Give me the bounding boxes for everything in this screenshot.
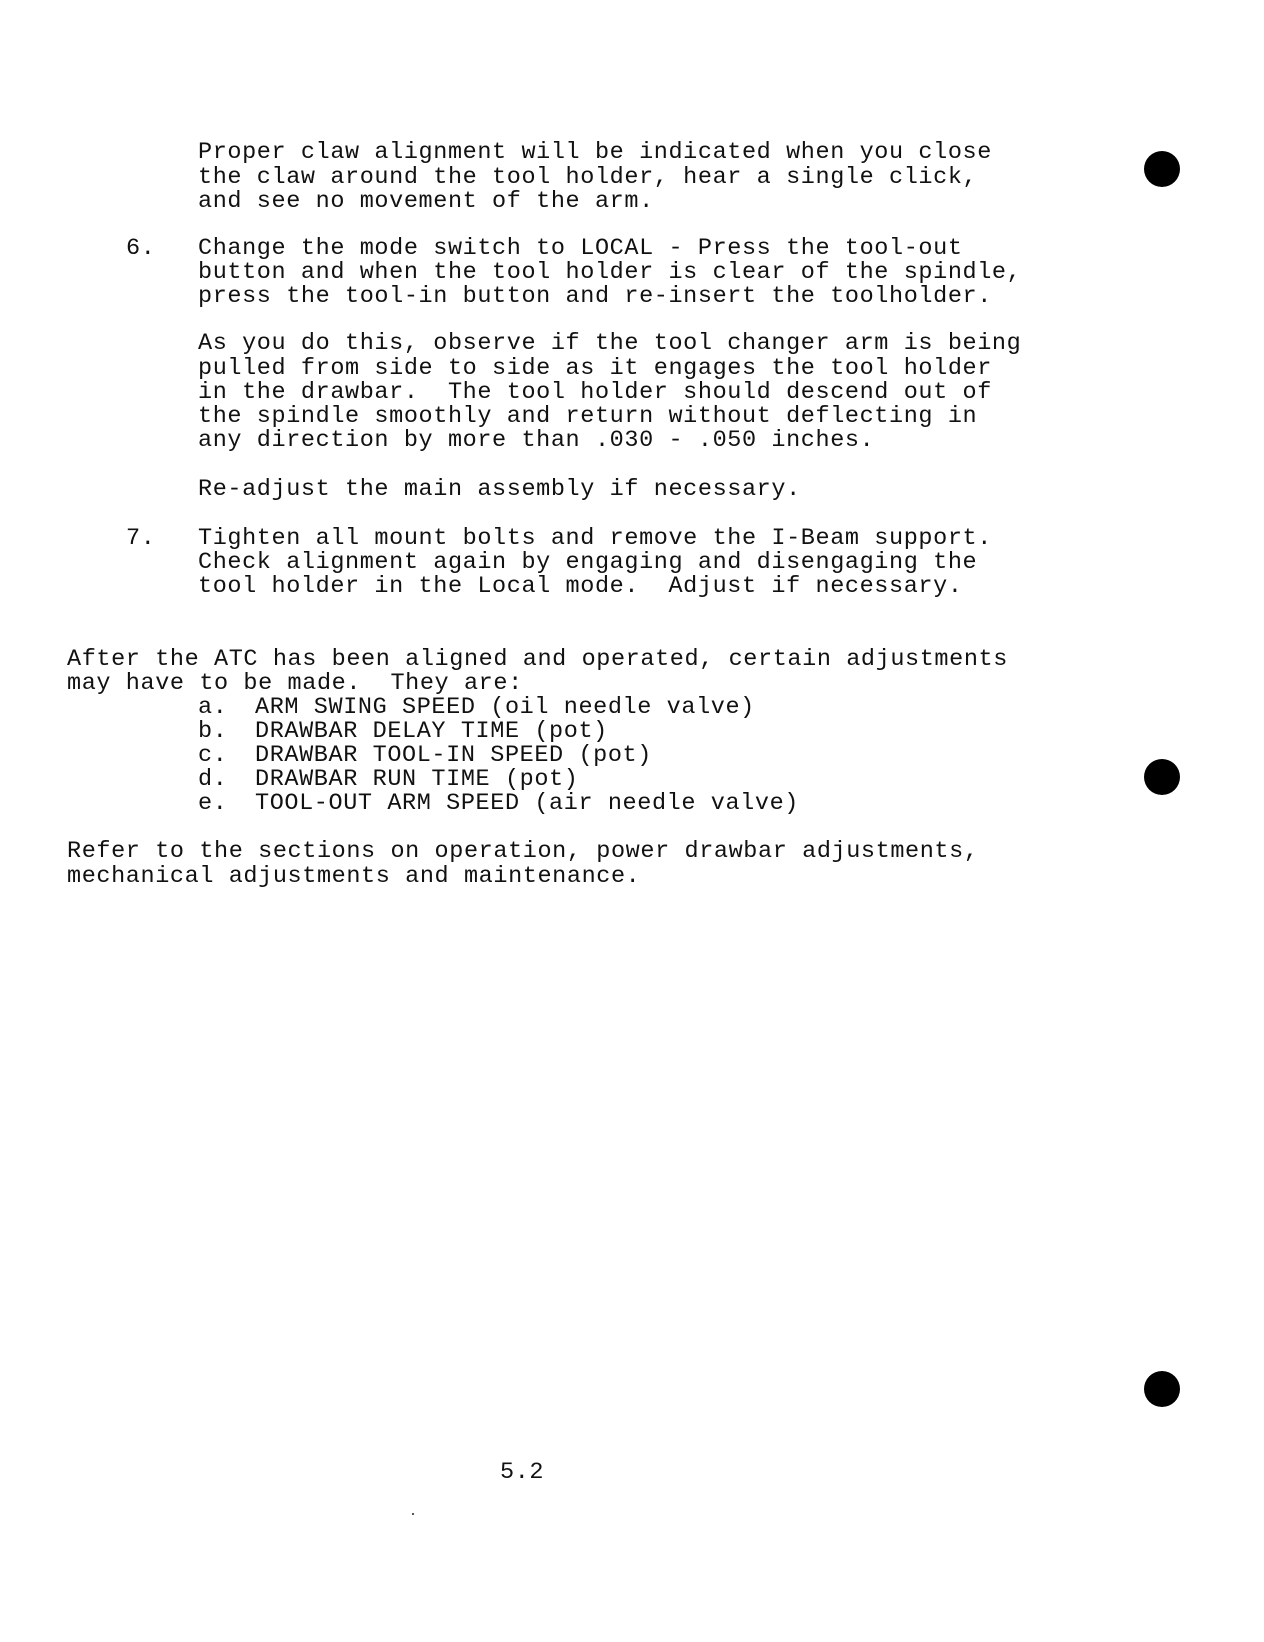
step-6-para3: Re-adjust the main assembly if necessary. bbox=[198, 476, 801, 503]
binder-hole-top bbox=[1144, 151, 1180, 187]
list-item-letter: a. bbox=[198, 694, 228, 721]
list-item-text: TOOL-OUT ARM SPEED (air needle valve) bbox=[255, 790, 799, 817]
after-line: may have to be made. They are: bbox=[67, 670, 523, 697]
step-6-para2-line: the spindle smoothly and return without deflecting in bbox=[198, 403, 978, 430]
step-7-line: tool holder in the Local mode. Adjust if necessary. bbox=[198, 573, 963, 600]
refer-line: Refer to the sections on operation, power drawbar adjustments, bbox=[67, 838, 979, 865]
intro-line: Proper claw alignment will be indicated when you close bbox=[198, 139, 992, 166]
intro-line: the claw around the tool holder, hear a single click, bbox=[198, 164, 978, 191]
list-item-letter: e. bbox=[198, 790, 228, 817]
list-item-text: DRAWBAR RUN TIME (pot) bbox=[255, 766, 579, 793]
step-7-line: Tighten all mount bolts and remove the I-Beam support. bbox=[198, 525, 992, 552]
step-6-para2-line: pulled from side to side as it engages the tool holder bbox=[198, 355, 992, 382]
step-6-line: press the tool-in button and re-insert the toolholder. bbox=[198, 283, 992, 310]
intro-line: and see no movement of the arm. bbox=[198, 188, 654, 215]
step-number: 7. bbox=[126, 525, 156, 552]
scan-speck bbox=[412, 1513, 414, 1515]
step-6-line: button and when the tool holder is clear of the spindle, bbox=[198, 259, 1022, 286]
refer-line: mechanical adjustments and maintenance. bbox=[67, 863, 641, 890]
step-6-line: Change the mode switch to LOCAL - Press the tool-out bbox=[198, 235, 963, 262]
step-6-para2-line: As you do this, observe if the tool changer arm is being bbox=[198, 330, 1022, 357]
binder-hole-middle bbox=[1144, 759, 1180, 795]
after-line: After the ATC has been aligned and operated, certain adjustments bbox=[67, 646, 1008, 673]
list-item-text: DRAWBAR TOOL-IN SPEED (pot) bbox=[255, 742, 652, 769]
list-item-text: DRAWBAR DELAY TIME (pot) bbox=[255, 718, 608, 745]
list-item-letter: b. bbox=[198, 718, 228, 745]
list-item-letter: c. bbox=[198, 742, 228, 769]
step-7-line: Check alignment again by engaging and disengaging the bbox=[198, 549, 978, 576]
step-6-para2-line: in the drawbar. The tool holder should descend out of bbox=[198, 379, 992, 406]
page-number: 5.2 bbox=[500, 1459, 545, 1486]
list-item-letter: d. bbox=[198, 766, 228, 793]
step-number: 6. bbox=[126, 235, 156, 262]
step-6-para2-line: any direction by more than .030 - .050 inches. bbox=[198, 427, 875, 454]
list-item-text: ARM SWING SPEED (oil needle valve) bbox=[255, 694, 755, 721]
binder-hole-bottom bbox=[1144, 1371, 1180, 1407]
